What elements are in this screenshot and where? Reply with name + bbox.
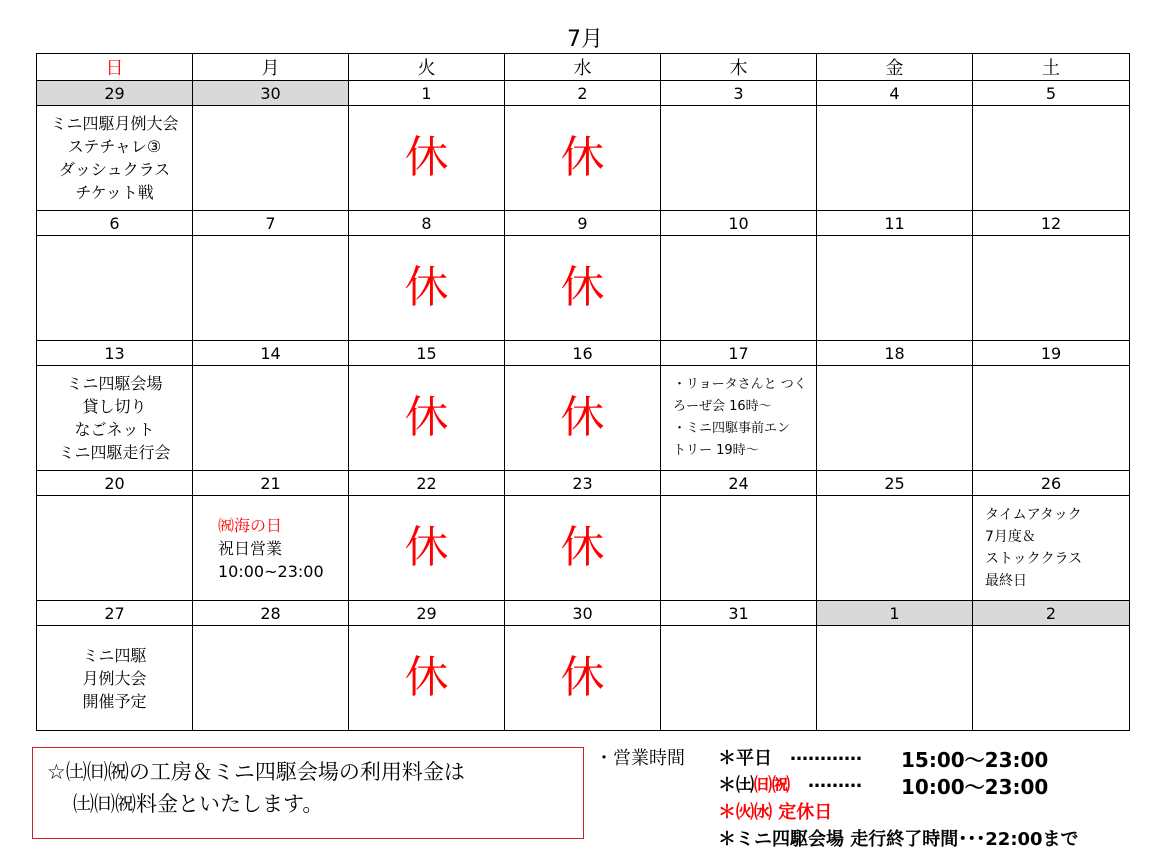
day-cell <box>817 366 973 471</box>
day-cell <box>661 366 817 471</box>
day-number: 10 <box>661 211 817 236</box>
event-note-line: タイムアタック <box>985 507 1082 523</box>
day-number: 22 <box>349 471 505 496</box>
day-cell <box>349 106 505 211</box>
event-note-line: ㈷海の日 <box>218 515 283 535</box>
day-number: 16 <box>505 341 661 366</box>
holiday-hours-time: 10:00～23:00 <box>901 775 1049 799</box>
notice-line-1: ☆㈯㈰㈷の工房＆ミニ四駆会場の利用料金は <box>47 760 465 784</box>
day-number: 27 <box>37 601 193 626</box>
day-number: 31 <box>661 601 817 626</box>
day-number: 23 <box>505 471 661 496</box>
date-number-row <box>37 471 1130 496</box>
event-note <box>37 112 192 204</box>
day-cell <box>505 496 661 601</box>
event-note-line: ミニ四駆会場 <box>66 374 163 393</box>
closed-day-mark: 休 <box>560 652 605 703</box>
day-cell <box>193 106 349 211</box>
event-note-line: トリー 19時～ <box>673 443 759 458</box>
day-number: 15 <box>349 341 505 366</box>
day-number: 19 <box>973 341 1130 366</box>
weekday-monday: 月 <box>193 54 349 81</box>
day-number: 13 <box>37 341 193 366</box>
weekday-tuesday: 火 <box>349 54 505 81</box>
day-number: 26 <box>973 471 1130 496</box>
day-cell <box>661 106 817 211</box>
event-note-line: 貸し切り <box>82 397 147 416</box>
day-cell <box>37 366 193 471</box>
weekday-thursday: 木 <box>661 54 817 81</box>
event-note <box>973 504 1129 592</box>
day-number: 30 <box>193 81 349 106</box>
event-note-line: ・ミニ四駆事前エン <box>673 421 791 436</box>
day-cell <box>349 626 505 731</box>
event-note-line: ダッシュクラス <box>58 160 171 179</box>
day-number: 7 <box>193 211 349 236</box>
day-number: 2 <box>505 81 661 106</box>
day-number: 4 <box>817 81 973 106</box>
event-note-line: 10:00~23:00 <box>218 561 324 581</box>
weekday-friday: 金 <box>817 54 973 81</box>
day-number: 8 <box>349 211 505 236</box>
day-number: 29 <box>37 81 193 106</box>
day-number: 18 <box>817 341 973 366</box>
event-note <box>37 372 192 464</box>
day-content-row <box>37 496 1130 601</box>
day-cell <box>37 496 193 601</box>
hours-label: ・営業時間 <box>595 748 685 769</box>
event-note-line: ミニ四駆走行会 <box>58 443 171 462</box>
day-cell <box>817 106 973 211</box>
day-content-row <box>37 626 1130 731</box>
day-number: 21 <box>193 471 349 496</box>
event-note-line: ステチャレ③ <box>67 137 162 156</box>
closed-day-mark: 休 <box>404 392 449 443</box>
weekday-hours-time: 15:00～23:00 <box>901 748 1049 772</box>
event-note-line: ストッククラス <box>985 551 1083 567</box>
date-number-row <box>37 601 1130 626</box>
day-number: 28 <box>193 601 349 626</box>
closed-days-text: ＊㈫㈬ 定休日 <box>718 802 833 823</box>
day-cell <box>37 106 193 211</box>
event-note-line: ミニ四駆月例大会 <box>50 114 179 133</box>
event-note-line: 最終日 <box>985 573 1027 589</box>
day-cell <box>817 626 973 731</box>
day-number: 25 <box>817 471 973 496</box>
event-note-line: 7月度＆ <box>985 529 1036 545</box>
day-cell <box>973 236 1130 341</box>
closed-day-mark: 休 <box>560 262 605 313</box>
day-number: 9 <box>505 211 661 236</box>
day-number: 17 <box>661 341 817 366</box>
closed-day-mark: 休 <box>560 392 605 443</box>
weekday-header-row <box>37 54 1130 81</box>
holiday-hours-label: ＊㈯㈰㈷ <box>718 775 790 796</box>
day-cell <box>37 626 193 731</box>
day-content-row <box>37 106 1130 211</box>
event-note <box>661 374 816 462</box>
day-cell <box>661 626 817 731</box>
day-cell <box>973 496 1130 601</box>
day-cell <box>349 496 505 601</box>
day-content-row <box>37 236 1130 341</box>
day-number: 1 <box>817 601 973 626</box>
weekday-wednesday: 水 <box>505 54 661 81</box>
event-note-line: 開催予定 <box>82 691 147 711</box>
event-note-line: ミニ四駆 <box>82 645 147 665</box>
day-cell <box>661 496 817 601</box>
day-cell <box>817 496 973 601</box>
day-cell <box>505 236 661 341</box>
day-cell <box>973 366 1130 471</box>
closed-day-mark: 休 <box>560 522 605 573</box>
day-cell <box>505 626 661 731</box>
day-number: 20 <box>37 471 193 496</box>
day-number: 29 <box>349 601 505 626</box>
weekday-hours-label: ＊平日 <box>718 748 772 769</box>
event-note-line: 月例大会 <box>82 668 147 688</box>
closed-day-mark: 休 <box>560 132 605 183</box>
day-content-row <box>37 366 1130 471</box>
event-note <box>193 514 348 583</box>
event-note-line: チケット戦 <box>75 183 154 202</box>
weekday-sunday: 日 <box>37 54 193 81</box>
weekday-hours-dots: ………… <box>790 744 862 765</box>
day-number: 24 <box>661 471 817 496</box>
day-number: 3 <box>661 81 817 106</box>
closed-day-mark: 休 <box>404 522 449 573</box>
day-number: 2 <box>973 601 1130 626</box>
weekday-saturday: 土 <box>973 54 1130 81</box>
event-note-line: 祝日営業 <box>218 538 283 558</box>
notice-line-2: ㈯㈰㈷料金といたします。 <box>73 792 324 816</box>
closed-day-mark: 休 <box>404 132 449 183</box>
month-title: 7月 <box>567 27 603 52</box>
event-note-line: ・リョータさんと つく <box>673 377 807 392</box>
day-cell <box>193 496 349 601</box>
day-cell <box>661 236 817 341</box>
day-number: 30 <box>505 601 661 626</box>
day-number: 5 <box>973 81 1130 106</box>
date-number-row <box>37 341 1130 366</box>
day-cell <box>973 626 1130 731</box>
day-cell <box>349 366 505 471</box>
day-number: 11 <box>817 211 973 236</box>
day-number: 12 <box>973 211 1130 236</box>
day-number: 6 <box>37 211 193 236</box>
day-cell <box>37 236 193 341</box>
holiday-hours-dots: ……… <box>808 771 862 792</box>
day-cell <box>349 236 505 341</box>
date-number-row <box>37 211 1130 236</box>
day-cell <box>193 236 349 341</box>
event-note-line: なごネット <box>74 420 155 439</box>
day-cell <box>193 626 349 731</box>
event-note-line: ろーぜ会 16時～ <box>673 399 772 414</box>
date-number-row <box>37 81 1130 106</box>
closed-day-mark: 休 <box>404 262 449 313</box>
day-number: 14 <box>193 341 349 366</box>
event-note <box>37 644 192 713</box>
venue-end-time-text: ＊ミニ四駆会場 走行終了時間･･･22:00まで <box>718 829 1079 850</box>
closed-day-mark: 休 <box>404 652 449 703</box>
day-cell <box>193 366 349 471</box>
calendar-grid <box>36 53 1130 731</box>
day-cell <box>505 366 661 471</box>
day-number: 1 <box>349 81 505 106</box>
day-cell <box>505 106 661 211</box>
day-cell <box>973 106 1130 211</box>
pricing-notice <box>32 747 584 839</box>
day-cell <box>817 236 973 341</box>
